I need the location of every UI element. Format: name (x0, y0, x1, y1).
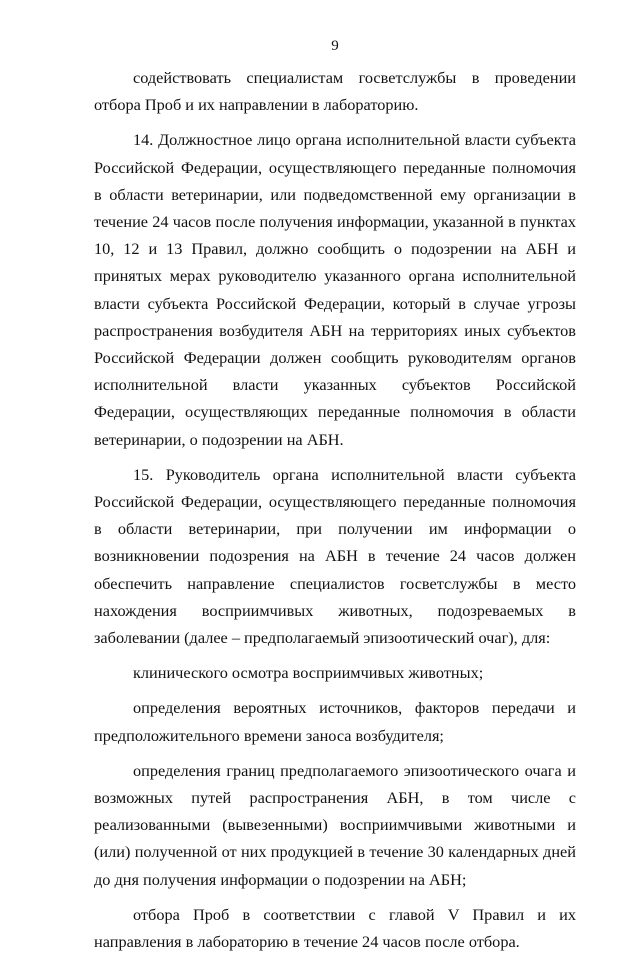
page-number: 9 (331, 38, 339, 54)
list-item-sampling: отбора Проб в соответствии с главой V Правил и их направления в лабораторию в течение 24 часов после отбора. (94, 904, 576, 952)
paragraph-continuation: содействовать специалистам госветслужбы в проведении отбора Проб и их направлении в лабораторию. (94, 68, 576, 115)
paragraph-14: 14. Должностное лицо органа исполнительной власти субъекта Российской Федерации, осуществляющего переданные полномочия в области ветеринарии, или подведомственной ему организации в течение 24 часов после получения информации, указанной в пунктах 10, 12 и 13 Правил, должно сообщить о подозрении на АБН и принятых мерах руководителю указанного органа исполнительной власти субъекта Российской Федерации, который в случае угрозы распространения возбудителя АБН на территориях иных субъектов Российской Федерации должен сообщить руководителям органов исполнительной власти указанных субъектов Российской Федерации, осуществляющих переданные полномочия в области ветеринарии, о подозрении на АБН. (94, 130, 576, 449)
list-item-sources-determination: определения вероятных источников, факторов передачи и предположительного времени заноса возбудителя; (94, 698, 576, 745)
paragraph-15: 15. Руководитель органа исполнительной власти субъекта Российской Федерации, осуществляющего переданные полномочия в области ветеринарии, при получении им информации о возникновении подозрения на АБН в течение 24 часов должен обеспечить направление специалистов госветслужбы в место нахождения восприимчивых животных, подозреваемых в заболевании (далее – предполагаемый эпизоотический очаг), для: (94, 464, 576, 648)
document-body (94, 64, 576, 963)
list-item-clinical-examination: клинического осмотра восприимчивых животных; (133, 663, 484, 683)
list-item-focus-boundaries: определения границ предполагаемого эпизоотического очага и возможных путей распространения АБН, в том числе с реализованными (вывезенными) восприимчивыми животными и (или) полученной от них продукцией в течение 30 календарных дней до дня получения информации о подозрении на АБН; (94, 760, 576, 889)
document-page (94, 0, 576, 952)
